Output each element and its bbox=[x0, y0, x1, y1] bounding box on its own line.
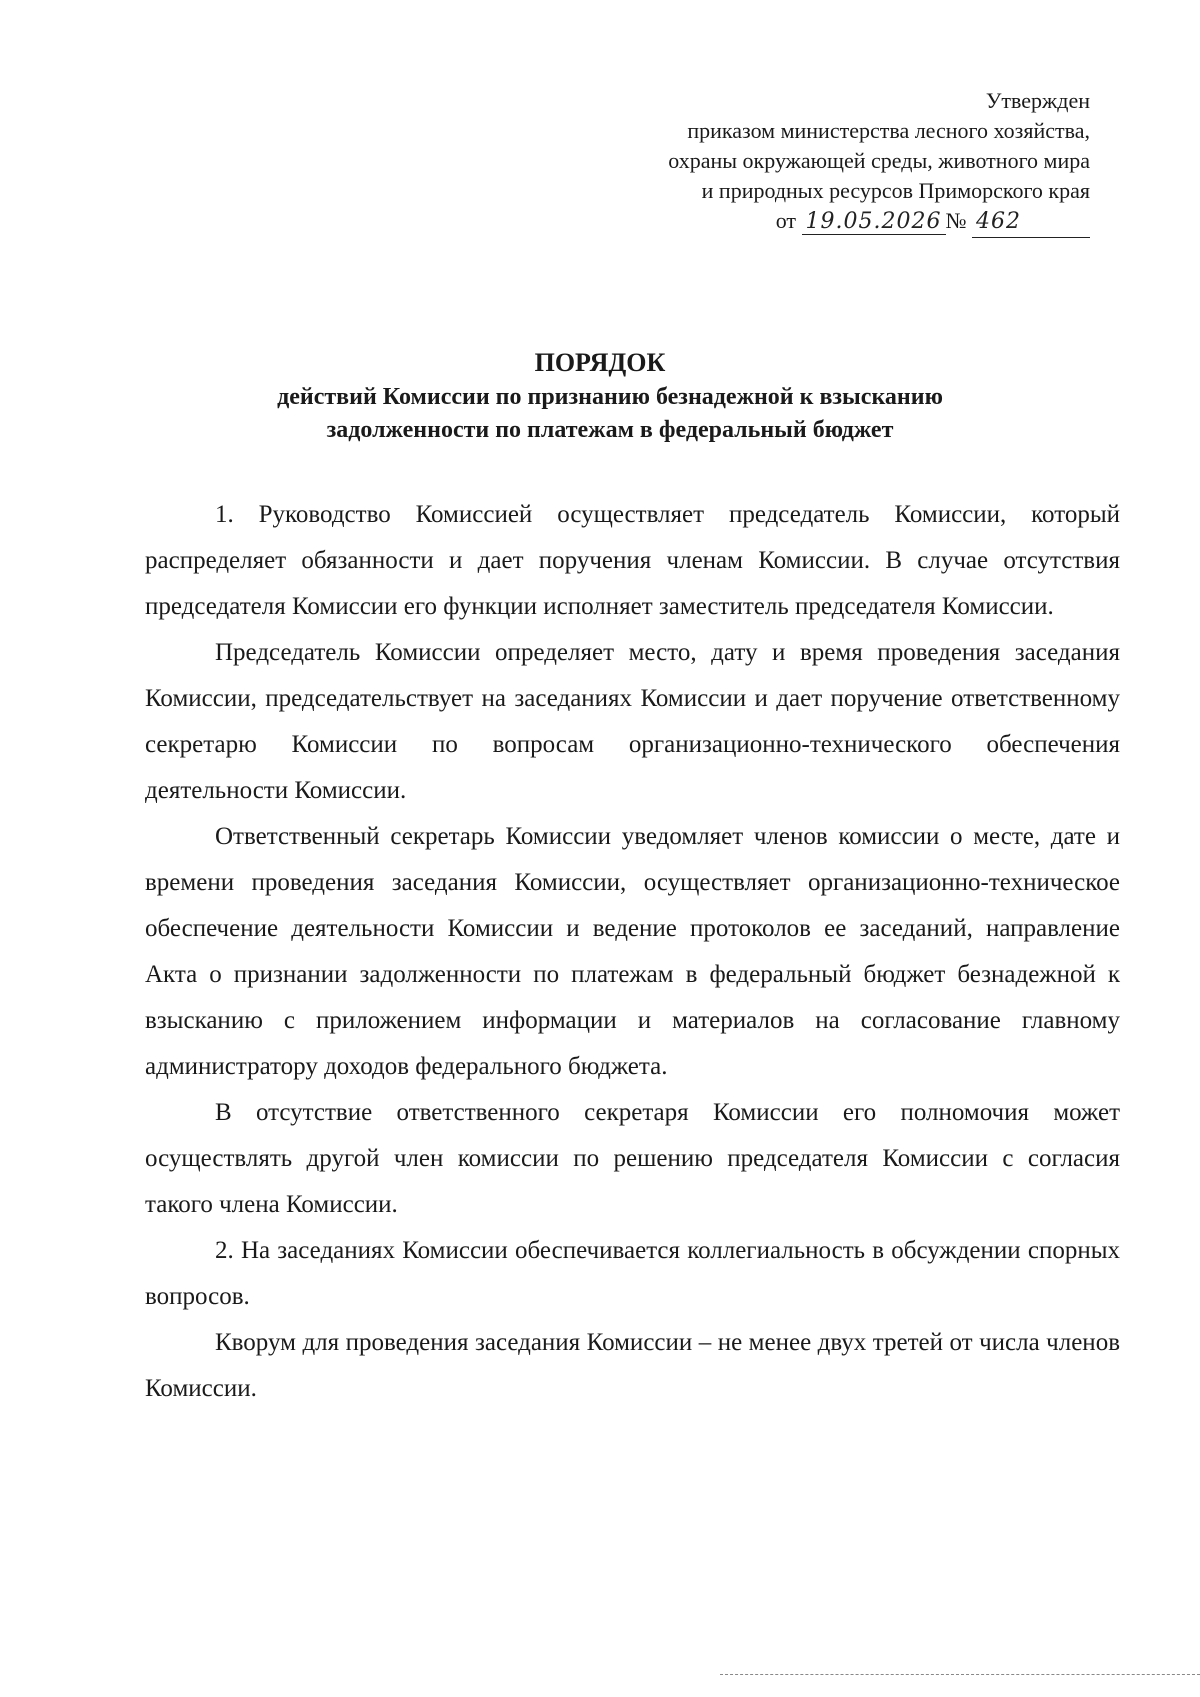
paragraph-2: Председатель Комиссии определяет место, дату и время проведения заседания Комиссии, председательствует на заседаниях Комиссии и дает поручение ответственному секретарю Комиссии по вопросам организационно-технического обеспечения деятельности Комиссии. bbox=[145, 639, 1120, 804]
title-line-2: задолженности по платежам в федеральный бюджет bbox=[326, 417, 894, 443]
paragraph-3: Ответственный секретарь Комиссии уведомляет членов комиссии о месте, дате и времени проведения заседания Комиссии, осуществляет организационно-техническое обеспечение деятельности Комиссии и ведение протоколов ее заседаний, направление Акта о признании задолженности по платежам в федеральный бюджет безнадежной к взысканию с приложением информации и материалов на согласование главному администратору доходов федерального бюджета. bbox=[145, 823, 1120, 1080]
paragraph-4: В отсутствие ответственного секретаря Комиссии его полномочия может осуществлять другой член комиссии по решению председателя Комиссии с согласия такого члена Комиссии. bbox=[145, 1099, 1120, 1218]
approval-line-3: охраны окружающей среды, животного мира bbox=[668, 148, 1090, 173]
paragraph-6: Кворум для проведения заседания Комиссии – не менее двух третей от числа членов Комиссии. bbox=[145, 1329, 1120, 1402]
date-prefix: от bbox=[775, 208, 797, 233]
handwritten-date: 19.05.2026 bbox=[802, 209, 946, 235]
approval-stamp bbox=[530, 86, 1090, 238]
number-prefix: № bbox=[945, 208, 967, 233]
approval-line-2: приказом министерства лесного хозяйства, bbox=[687, 118, 1090, 143]
paragraph-5: 2. На заседаниях Комиссии обеспечивается коллегиальность в обсуждении спорных вопросов. bbox=[145, 1237, 1120, 1310]
approval-line-4: и природных ресурсов Приморского края bbox=[701, 178, 1090, 203]
document-body bbox=[145, 492, 1120, 1412]
handwritten-number: 462 bbox=[976, 209, 1021, 234]
title-line-1: действий Комиссии по признанию безнадежной к взысканию bbox=[277, 384, 943, 410]
paragraph-1: 1. Руководство Комиссией осуществляет председатель Комиссии, который распределяет обязанности и дает поручения членам Комиссии. В случае отсутствия председателя Комиссии его функции исполняет заместитель председателя Комиссии. bbox=[145, 501, 1120, 620]
document-title bbox=[0, 346, 1200, 447]
approval-line-1: Утвержден bbox=[985, 88, 1090, 113]
title-main: ПОРЯДОК bbox=[534, 348, 666, 377]
scan-edge-line bbox=[720, 1674, 1200, 1675]
approval-date-line bbox=[530, 206, 1090, 238]
